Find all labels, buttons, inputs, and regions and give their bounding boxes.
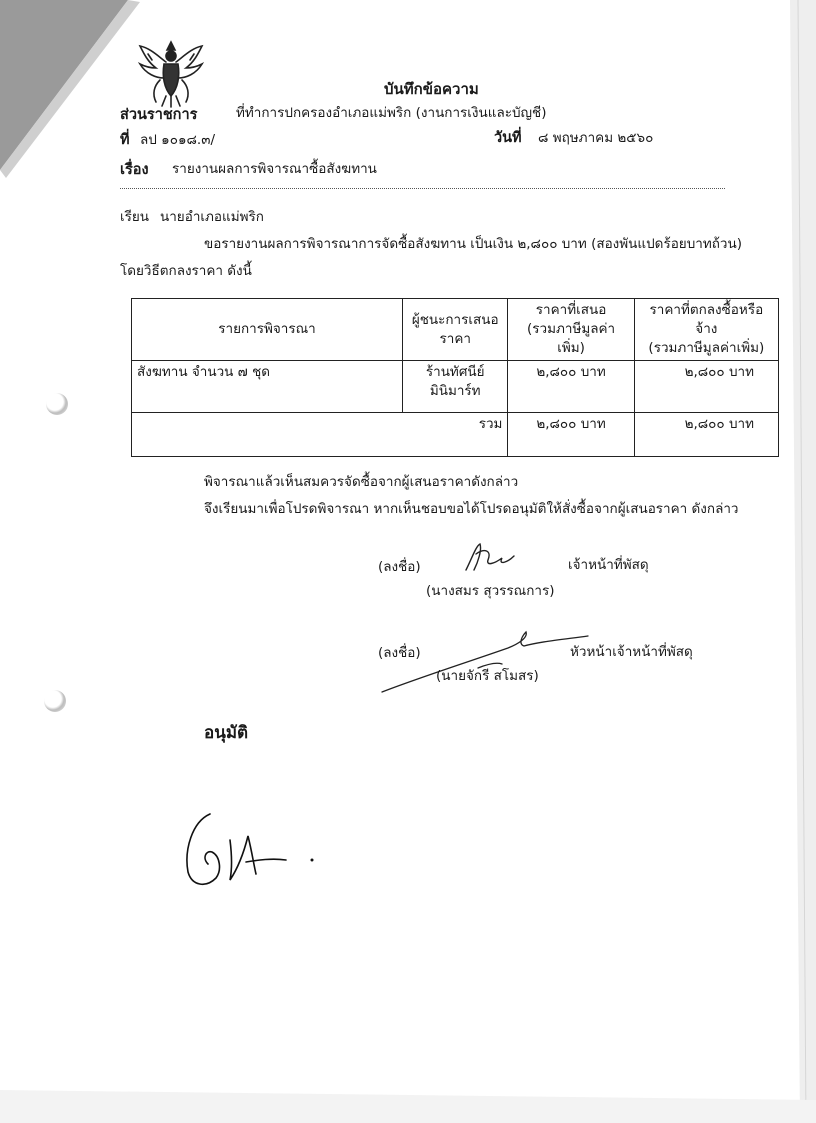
signature-1-name: (นางสมร สุวรรณการ) (426, 583, 555, 599)
row-agreed-price: ๒,๘๐๐ บาท (634, 361, 778, 413)
recipient-value: นายอำเภอแม่พริก (160, 209, 264, 225)
signature-2-sign-label: (ลงชื่อ) (378, 645, 421, 661)
reference-value: ลป ๑๐๑๘.๓/ (140, 132, 215, 148)
department-label: ส่วนราชการ (120, 107, 198, 123)
date-value: ๘ พฤษภาคม ๒๕๖๐ (538, 130, 654, 146)
punch-hole (46, 393, 68, 415)
date-label: วันที่ (494, 130, 522, 146)
signature-2-position: หัวหน้าเจ้าหน้าที่พัสดุ (570, 644, 693, 660)
approval-label: อนุมัติ (204, 723, 249, 743)
memo-title: บันทึกข้อความ (384, 80, 479, 98)
row-offer-price: ๒,๘๐๐ บาท (508, 361, 634, 413)
recipient-label: เรียน (120, 209, 150, 225)
header-offer-price: ราคาที่เสนอ (รวมภาษีมูลค่าเพิ่ม) (508, 299, 634, 361)
header-bidder: ผู้ชนะการเสนอ ราคา (403, 299, 508, 361)
signature-2-handwriting (378, 628, 598, 698)
total-offer-price: ๒,๘๐๐ บาท (508, 413, 634, 457)
body-paragraph-line-1: ขอรายงานผลการพิจารณาการจัดซื้อสังฆทาน เป็นเงิน ๒,๘๐๐ บาท (สองพันแปดร้อยบาทถ้วน) (204, 236, 743, 252)
total-label: รวม (132, 413, 508, 457)
conclusion-line-1: พิจารณาแล้วเห็นสมควรจัดซื้อจากผู้เสนอราคาดังกล่าว (204, 474, 519, 490)
subject-label: เรื่อง (120, 162, 149, 178)
procurement-table (131, 298, 779, 457)
signature-1-sign-label: (ลงชื่อ) (378, 559, 421, 575)
body-paragraph-line-2: โดยวิธีตกลงราคา ดังนี้ (120, 263, 252, 279)
table-row (132, 361, 779, 413)
table-total-row (132, 413, 779, 457)
signature-1-position: เจ้าหน้าที่พัสดุ (568, 557, 649, 573)
signature-2-name: (นายจักรี สโมสร) (436, 668, 539, 684)
approval-signature-handwriting (176, 800, 326, 892)
punch-hole (44, 690, 66, 712)
total-agreed-price: ๒,๘๐๐ บาท (634, 413, 778, 457)
row-item: สังฆทาน จำนวน ๗ ชุด (132, 361, 403, 413)
row-bidder: ร้านทัศนีย์ มินิมาร์ท (403, 361, 508, 413)
header-item: รายการพิจารณา (132, 299, 403, 361)
department-value: ที่ทำการปกครองอำเภอแม่พริก (งานการเงินและบัญชี) (236, 105, 547, 121)
table-header-row (132, 299, 779, 361)
garuda-emblem-icon (136, 36, 206, 108)
subject-value: รายงานผลการพิจารณาซื้อสังฆทาน (172, 161, 377, 177)
header-agreed-price: ราคาที่ตกลงซื้อหรือจ้าง (รวมภาษีมูลค่าเพิ่ม) (634, 299, 778, 361)
conclusion-line-2: จึงเรียนมาเพื่อโปรดพิจารณา หากเห็นชอบขอได้โปรดอนุมัติให้สั่งซื้อจากผู้เสนอราคา ดังกล่าว (204, 501, 739, 517)
header-divider (120, 188, 725, 189)
reference-label: ที่ (120, 132, 130, 148)
signature-1-handwriting (458, 540, 528, 576)
